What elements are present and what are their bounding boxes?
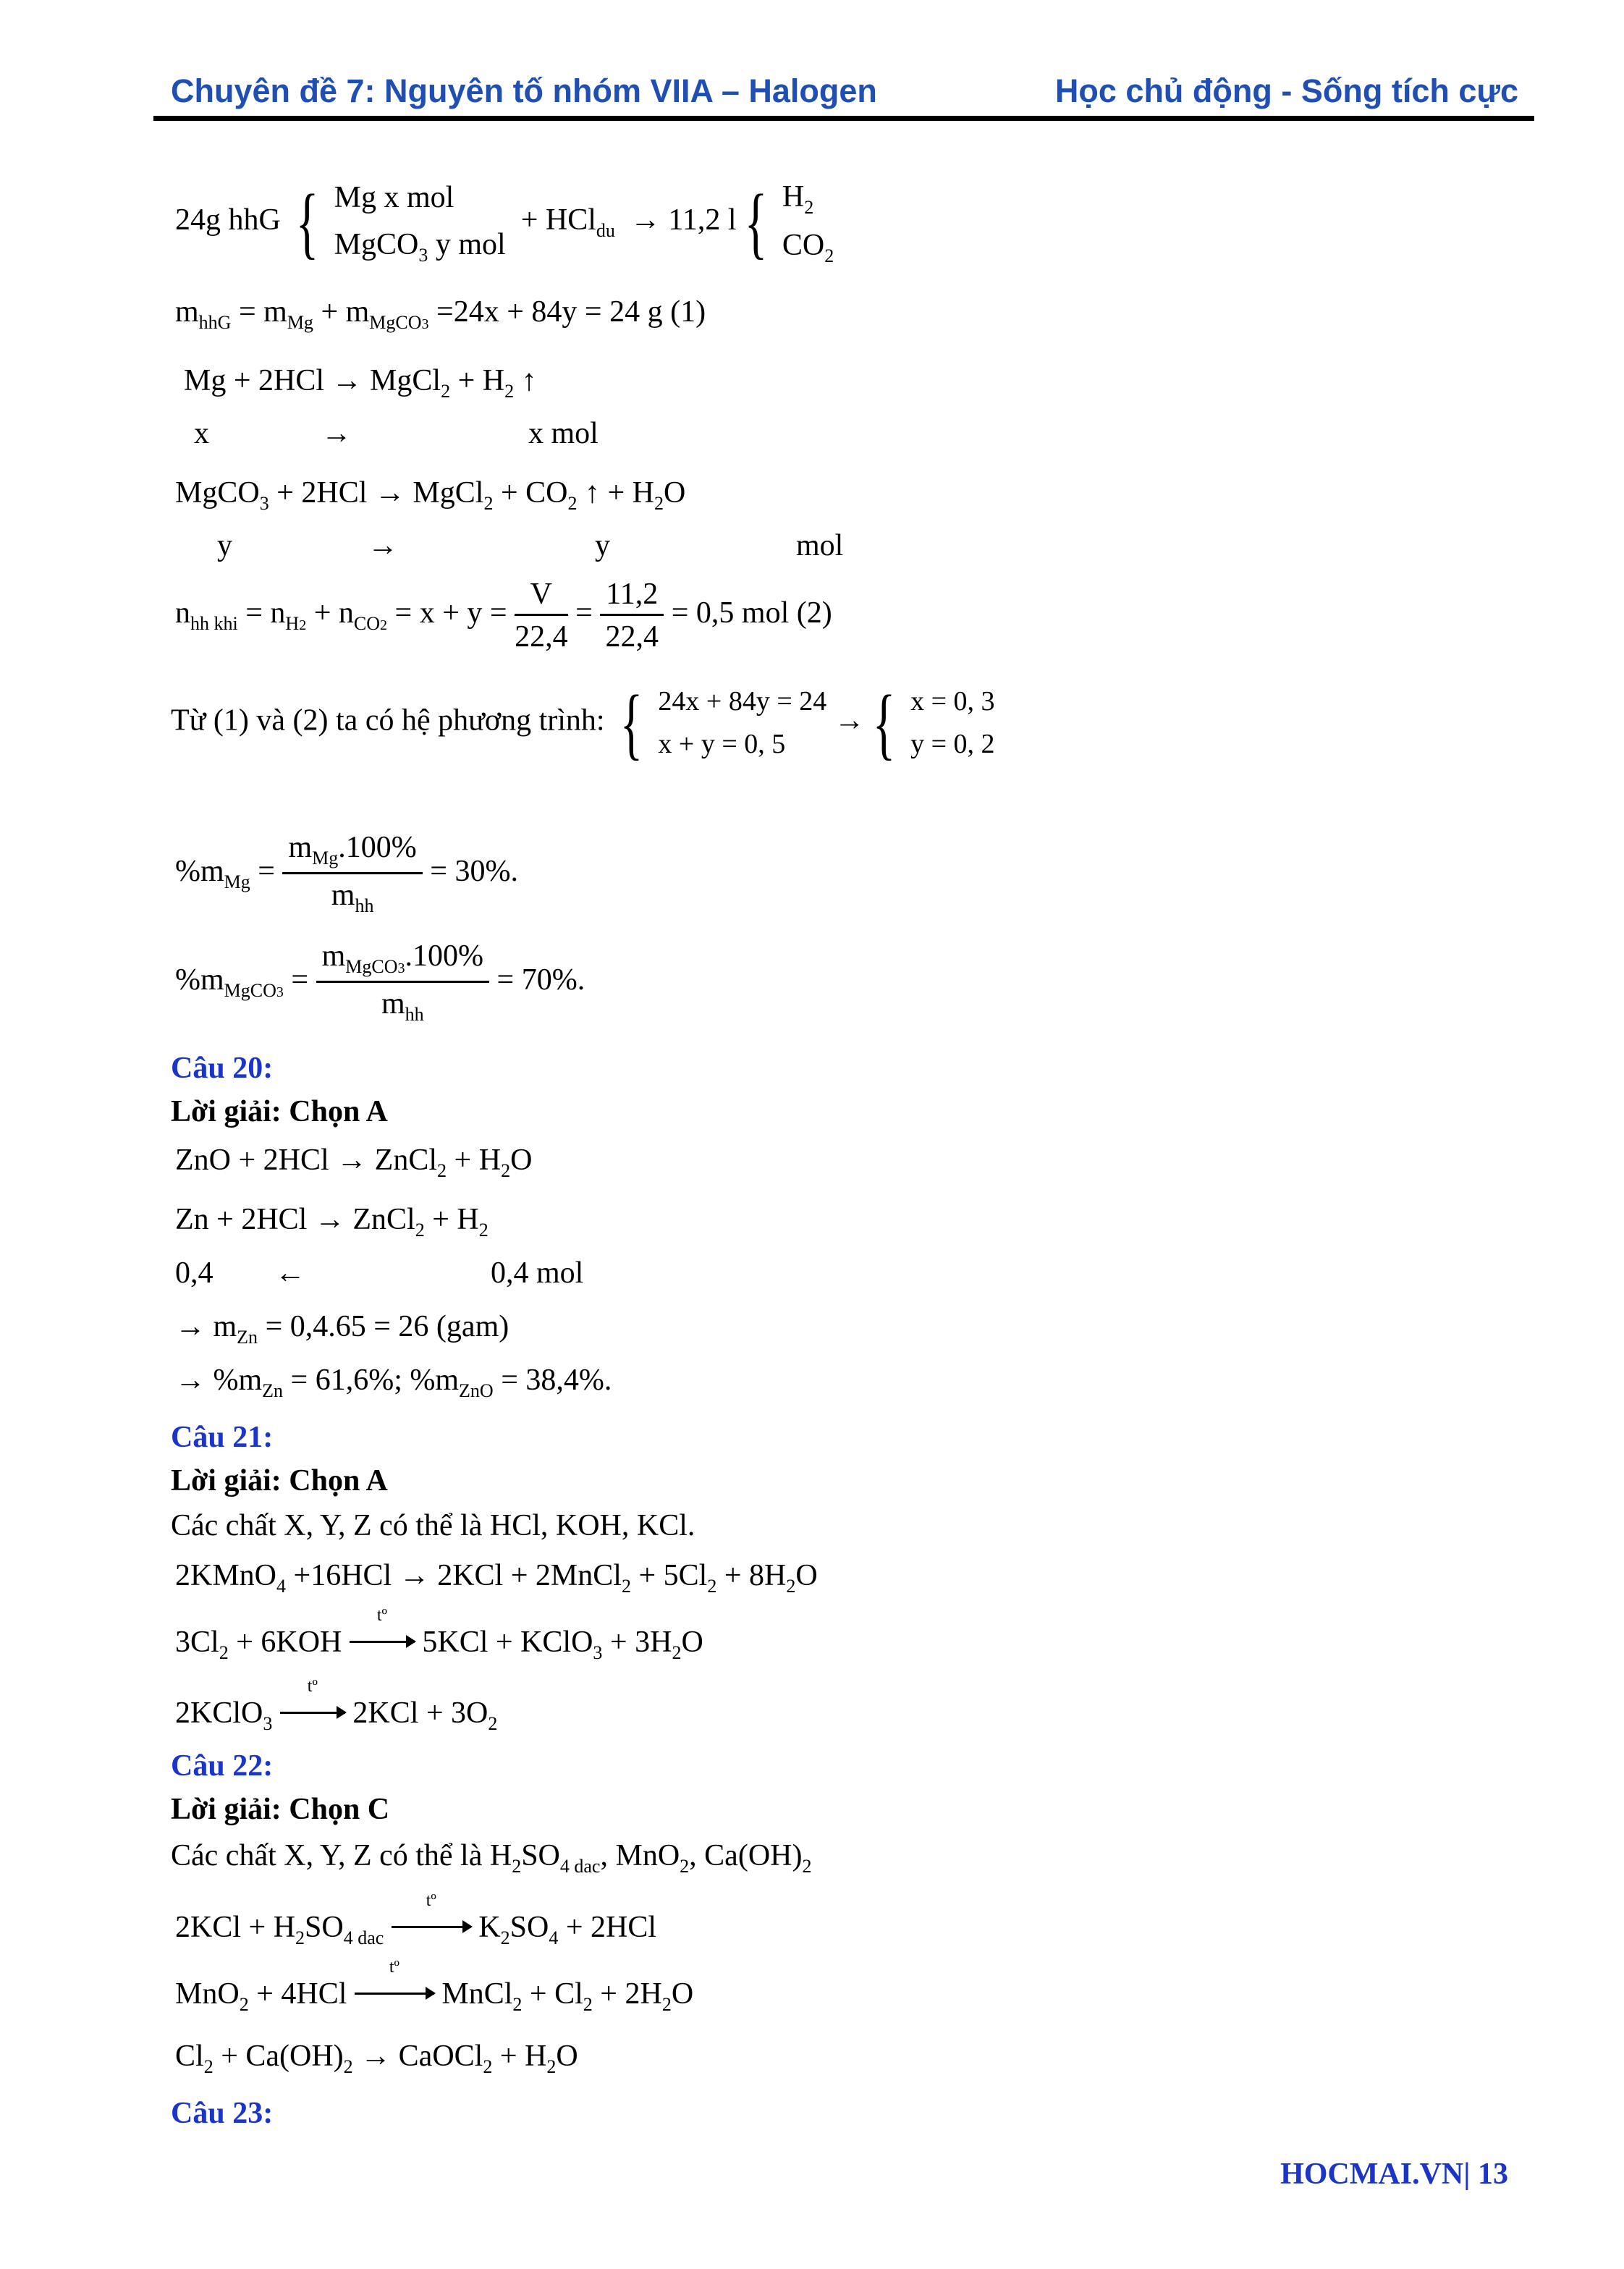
q19-mass-equation: $m_{hhG} = m_{Mg} + m_{MgCO3} =24x + 84y = 24$ g (1) xyxy=(175,295,706,333)
q19-reaction-1: Mg + 2HCl → MgCl$_2$ + $H_2$ ↑ xyxy=(184,364,537,402)
q19-system: Từ (1) và (2) ta có hệ phương trình: { 24x + 84y = 24 x + y = 0, 5 →{ x = 0, 3 y = 0, 2 xyxy=(171,678,995,767)
q19-reaction-2-moles: y → y mol xyxy=(217,529,844,562)
q22-title: Câu 22: xyxy=(171,1749,274,1783)
q21-title: Câu 21: xyxy=(171,1421,274,1454)
q19-mole-equation: $n_{hh khi} = n_{H2} + n_{CO2} = x + y$ = $\frac{V}{22,4}$ = $\frac{11,2}{22,4}$ = 0,5 mol (2) xyxy=(175,578,832,654)
q21-reaction-1: 2KMnO$_4$ +16HCl → 2KCl + 2MnCl$_2$ + $5Cl_2 + 8H_2O$ xyxy=(175,1559,818,1597)
q22-solution: Lời giải: Chọn C xyxy=(171,1793,390,1826)
footer-page-number: HOCMAI.VN| 13 xyxy=(1280,2158,1508,2191)
q19-mixture-line: 24g hhG { Mg x mol MgCO$_3$ y mol + HCl$_{du}$ → 11,2 l{ $H_2$ $CO_2$ xyxy=(175,178,834,267)
q20-percent: → $\%m_{Zn} = 61,6\%$; $\%m_{ZnO} = 38,4\%$. xyxy=(175,1364,612,1401)
q21-reaction-3: 2KClO$_3$ tº $2KCl + 3O_2$ xyxy=(175,1677,498,1734)
footer-site[interactable]: HOCMAI.VN xyxy=(1280,2158,1464,2191)
header-title: Chuyên đề 7: Nguyên tố nhóm VIIA – Halogen xyxy=(171,72,877,109)
q21-reaction-2: $3Cl_2 + 6KOH$ tº 5KCl + KClO$_3$ + $3H_2O$ xyxy=(175,1606,703,1663)
q19-reaction-1-moles: x → x mol xyxy=(194,417,599,450)
q19-reaction-2: MgCO$_3$ + 2HCl → MgCl$_2$ + $CO_2$ ↑ + $H_2O$ xyxy=(175,476,686,514)
q20-mass-zn: → $m_{Zn} = 0,4.65 = 26$ (gam) xyxy=(175,1310,509,1348)
q21-text: Các chất X, Y, Z có thể là HCl, KOH, KCl. xyxy=(171,1509,695,1542)
q21-solution: Lời giải: Chọn A xyxy=(171,1464,388,1497)
q20-moles: 0,4 ← 0,4 mol xyxy=(175,1256,584,1290)
q20-reaction-1: ZnO + 2HCl → ZnCl$_2$ + $H_2O$ xyxy=(175,1144,533,1181)
q22-text: Các chất X, Y, Z có thể là $H_2SO_{4 dac}$, MnO$_2$, $Ca(OH)_2$ xyxy=(171,1839,812,1877)
q20-title: Câu 20: xyxy=(171,1052,274,1085)
q20-reaction-2: Zn + 2HCl → ZnCl$_2$ + $H_2$ xyxy=(175,1203,489,1241)
q23-title: Câu 23: xyxy=(171,2097,274,2130)
q22-reaction-1: $2KCl + H_2SO_{4 dac}$ tº $K_2SO_4 + 2HCl$ xyxy=(175,1891,657,1948)
q22-reaction-3: $Cl_2 + Ca(OH)_2$ → CaOCl$_2$ + $H_2O$ xyxy=(175,2040,578,2077)
header-slogan: Học chủ động - Sống tích cực xyxy=(1054,72,1518,109)
q19-percent-mg: $\%m_{Mg}$ = $\frac{m_{Mg}.100\%}{m_{hh}}$ = 30%. xyxy=(175,831,518,916)
header-rule xyxy=(153,116,1534,121)
q19-percent-mgco3: $\%m_{MgCO3}$ = $\frac{m_{MgCO3}.100\%}{m_{hh}}$ = 70%. xyxy=(175,939,585,1025)
q20-solution: Lời giải: Chọn A xyxy=(171,1095,388,1128)
q22-reaction-2: MnO$_2$ + 4HCl tº MnCl$_2$ + $Cl_2 + 2H_2O$ xyxy=(175,1958,694,2015)
